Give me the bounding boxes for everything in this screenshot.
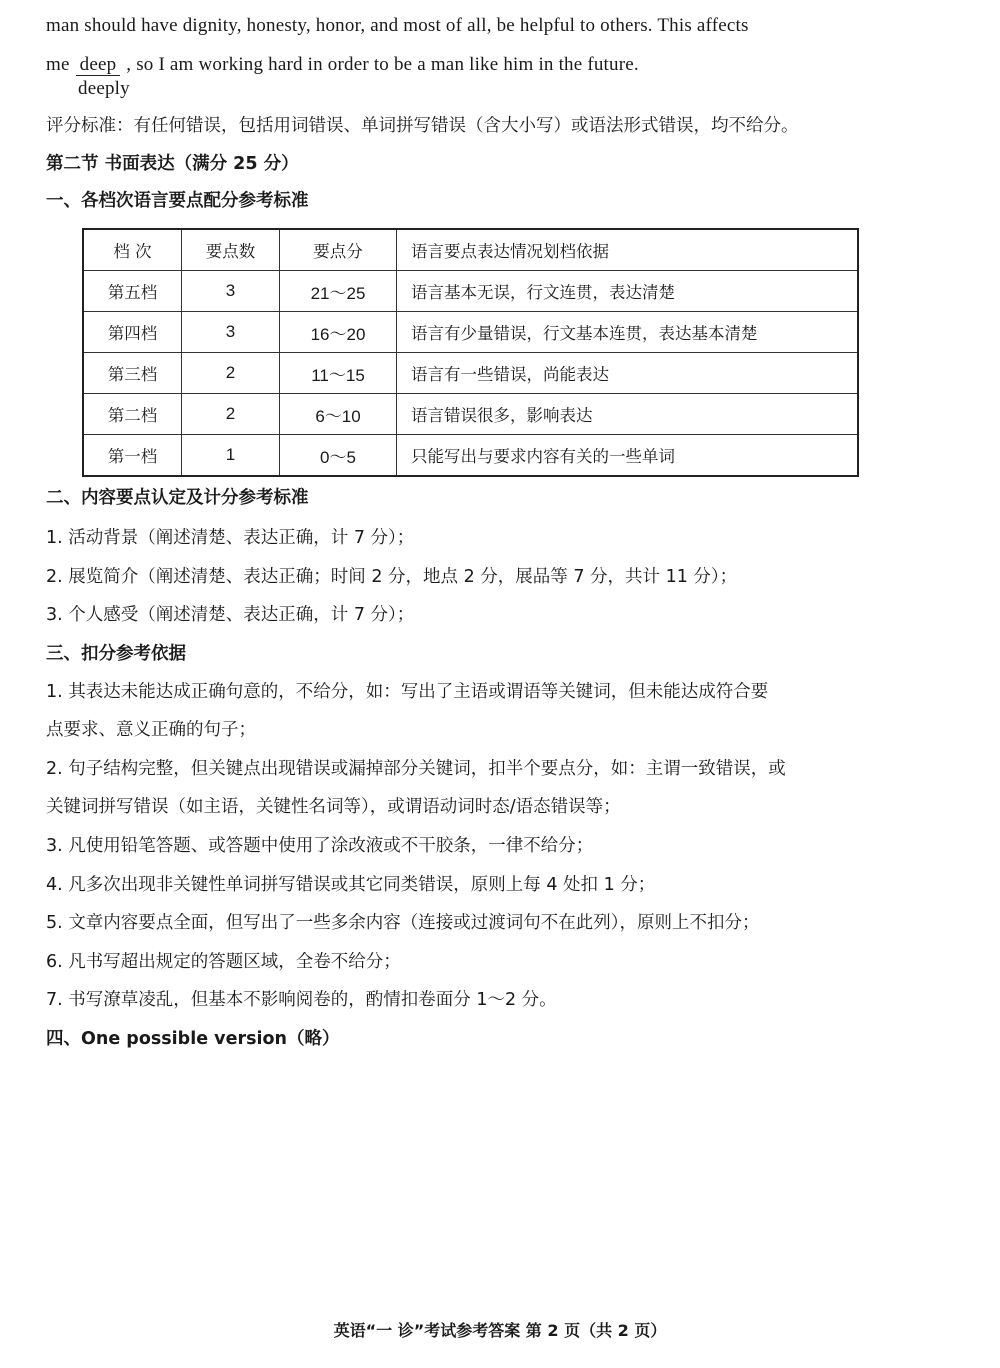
passage-line-2-end: , so I am working hard in order to be a man like him in the future. <box>126 54 639 75</box>
table-header-cell: 要点数 <box>182 229 280 271</box>
table-cell: 语言有少量错误，行文基本连贯，表达基本清楚 <box>397 312 859 353</box>
table-header-cell: 语言要点表达情况划档依据 <box>397 229 859 271</box>
table-cell: 第二档 <box>83 394 182 435</box>
table-row <box>83 271 858 312</box>
table-cell: 第四档 <box>83 312 182 353</box>
passage-line-2-start: me <box>46 54 70 75</box>
table-cell: 16～20 <box>280 312 397 353</box>
table-cell: 语言基本无误，行文连贯，表达清楚 <box>397 271 859 312</box>
part4-title: 四、One possible version（略） <box>46 1029 340 1049</box>
table-header-row <box>83 229 858 271</box>
table-cell: 6～10 <box>280 394 397 435</box>
corrected-answer: deeply <box>78 78 130 99</box>
table-cell: 2 <box>182 353 280 394</box>
list-item: 4. 凡多次出现非关键性单词拼写错误或其它同类错误，原则上每 4 处扣 1 分； <box>46 875 656 895</box>
list-item: 5. 文章内容要点全面，但写出了一些多余内容（连接或过渡词句不在此列），原则上不扣分； <box>46 913 760 933</box>
passage-line-2 <box>46 53 639 77</box>
table-cell: 21～25 <box>280 271 397 312</box>
table-cell: 只能写出与要求内容有关的一些单词 <box>397 435 859 477</box>
table-cell: 1 <box>182 435 280 477</box>
list-item: 1. 活动背景（阐述清楚、表达正确，计 7 分）； <box>46 528 415 548</box>
table-cell: 第三档 <box>83 353 182 394</box>
part3-title: 三、扣分参考依据 <box>46 644 186 664</box>
grading-rule: 评分标准：有任何错误，包括用词错误、单词拼写错误（含大小写）或语法形式错误，均不给分。 <box>46 116 799 136</box>
list-item: 点要求、意义正确的句子； <box>46 720 256 740</box>
table-row <box>83 394 858 435</box>
table-header-cell: 要点分 <box>280 229 397 271</box>
list-item: 关键词拼写错误（如主语，关键性名词等），或谓语动词时态/语态错误等； <box>46 797 621 817</box>
table-cell: 3 <box>182 271 280 312</box>
table-cell: 0～5 <box>280 435 397 477</box>
table-cell: 第五档 <box>83 271 182 312</box>
table-cell: 3 <box>182 312 280 353</box>
list-item: 6. 凡书写超出规定的答题区域，全卷不给分； <box>46 952 401 972</box>
passage-line-1: man should have dignity, honesty, honor, and most of all, be helpful to others. This affects <box>46 15 749 36</box>
list-item: 3. 个人感受（阐述清楚、表达正确，计 7 分）； <box>46 605 415 625</box>
table-cell: 11～15 <box>280 353 397 394</box>
table-cell: 语言有一些错误，尚能表达 <box>397 353 859 394</box>
answer-blank: deep <box>76 55 121 76</box>
table-cell: 语言错误很多，影响表达 <box>397 394 859 435</box>
section-title: 第二节 书面表达（满分 25 分） <box>46 154 299 174</box>
list-item: 1. 其表达未能达成正确句意的，不给分，如：写出了主语或谓语等关键词，但未能达成符合要 <box>46 682 769 702</box>
part1-title: 一、各档次语言要点配分参考标准 <box>46 191 309 211</box>
list-item: 2. 句子结构完整，但关键点出现错误或漏掉部分关键词，扣半个要点分，如：主谓一致错误，或 <box>46 759 786 779</box>
part2-title: 二、内容要点认定及计分参考标准 <box>46 488 309 508</box>
table-row <box>83 353 858 394</box>
list-item: 3. 凡使用铅笔答题、或答题中使用了涂改液或不干胶条，一律不给分； <box>46 836 594 856</box>
scoring-table <box>82 228 859 477</box>
page-footer: 英语“一 诊”考试参考答案 第 2 页（共 2 页） <box>333 1321 667 1340</box>
table-header-cell: 档 次 <box>83 229 182 271</box>
table-cell: 第一档 <box>83 435 182 477</box>
list-item: 2. 展览简介（阐述清楚、表达正确；时间 2 分，地点 2 分，展品等 7 分，共计 11 分）； <box>46 567 738 587</box>
list-item: 7. 书写潦草凌乱，但基本不影响阅卷的，酌情扣卷面分 1～2 分。 <box>46 990 557 1010</box>
table-row <box>83 312 858 353</box>
table-cell: 2 <box>182 394 280 435</box>
table-row <box>83 435 858 477</box>
